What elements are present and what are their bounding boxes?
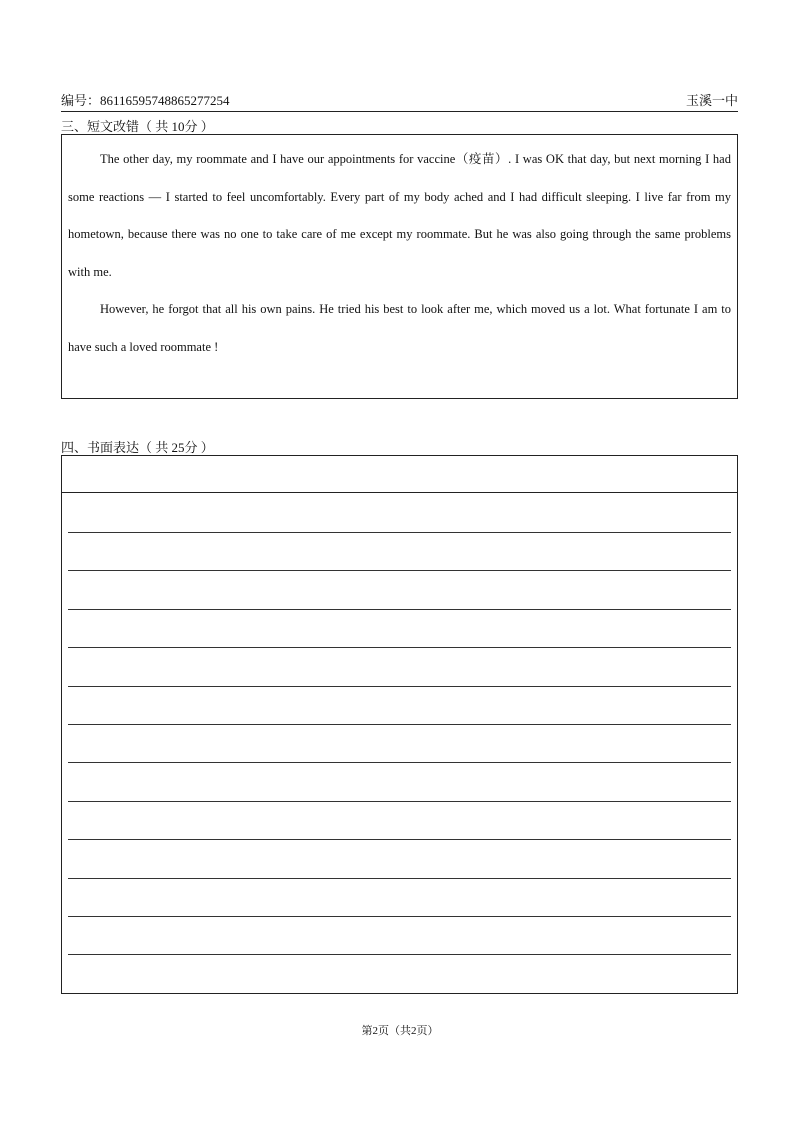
section3-title: 三、短文改错（ 共 10分 ） <box>61 119 214 134</box>
error-correction-box <box>61 134 738 399</box>
passage-paragraph-2: However, he forgot that all his own pains. He tried his best to look after me, which moved us a lot. What fortunate I am to have such a loved roommate ! <box>68 302 731 354</box>
page-footer: 第2页（共2页） <box>361 1025 439 1037</box>
writing-line[interactable] <box>68 532 731 533</box>
writing-line[interactable] <box>68 686 731 687</box>
school-name: 玉溪一中 <box>685 93 738 108</box>
passage-paragraph-1: The other day, my roommate and I have our appointments for vaccine（疫苗）. I was OK that day, but next morning I had some reactions — I started to feel uncomfortably. Every part of my body ached and I had difficult sleeping. I live far from my hometown, because there was no one to take care of me except my roommate. But he was also going through the same problems with me. <box>68 152 731 279</box>
page-header <box>61 93 738 112</box>
writing-line[interactable] <box>68 762 731 763</box>
writing-line[interactable] <box>68 724 731 725</box>
serial-number: 编号：86116595748865277254 <box>61 93 230 108</box>
writing-line[interactable] <box>68 609 731 610</box>
writing-line[interactable] <box>68 954 731 955</box>
writing-line[interactable] <box>68 570 731 571</box>
writing-line[interactable] <box>68 647 731 648</box>
writing-line[interactable] <box>68 839 731 840</box>
writing-box <box>61 455 738 994</box>
writing-title-bar[interactable] <box>62 456 737 493</box>
writing-line[interactable] <box>68 801 731 802</box>
writing-line[interactable] <box>68 878 731 879</box>
section4-title: 四、书面表达（ 共 25分 ） <box>61 440 214 455</box>
writing-line[interactable] <box>68 916 731 917</box>
